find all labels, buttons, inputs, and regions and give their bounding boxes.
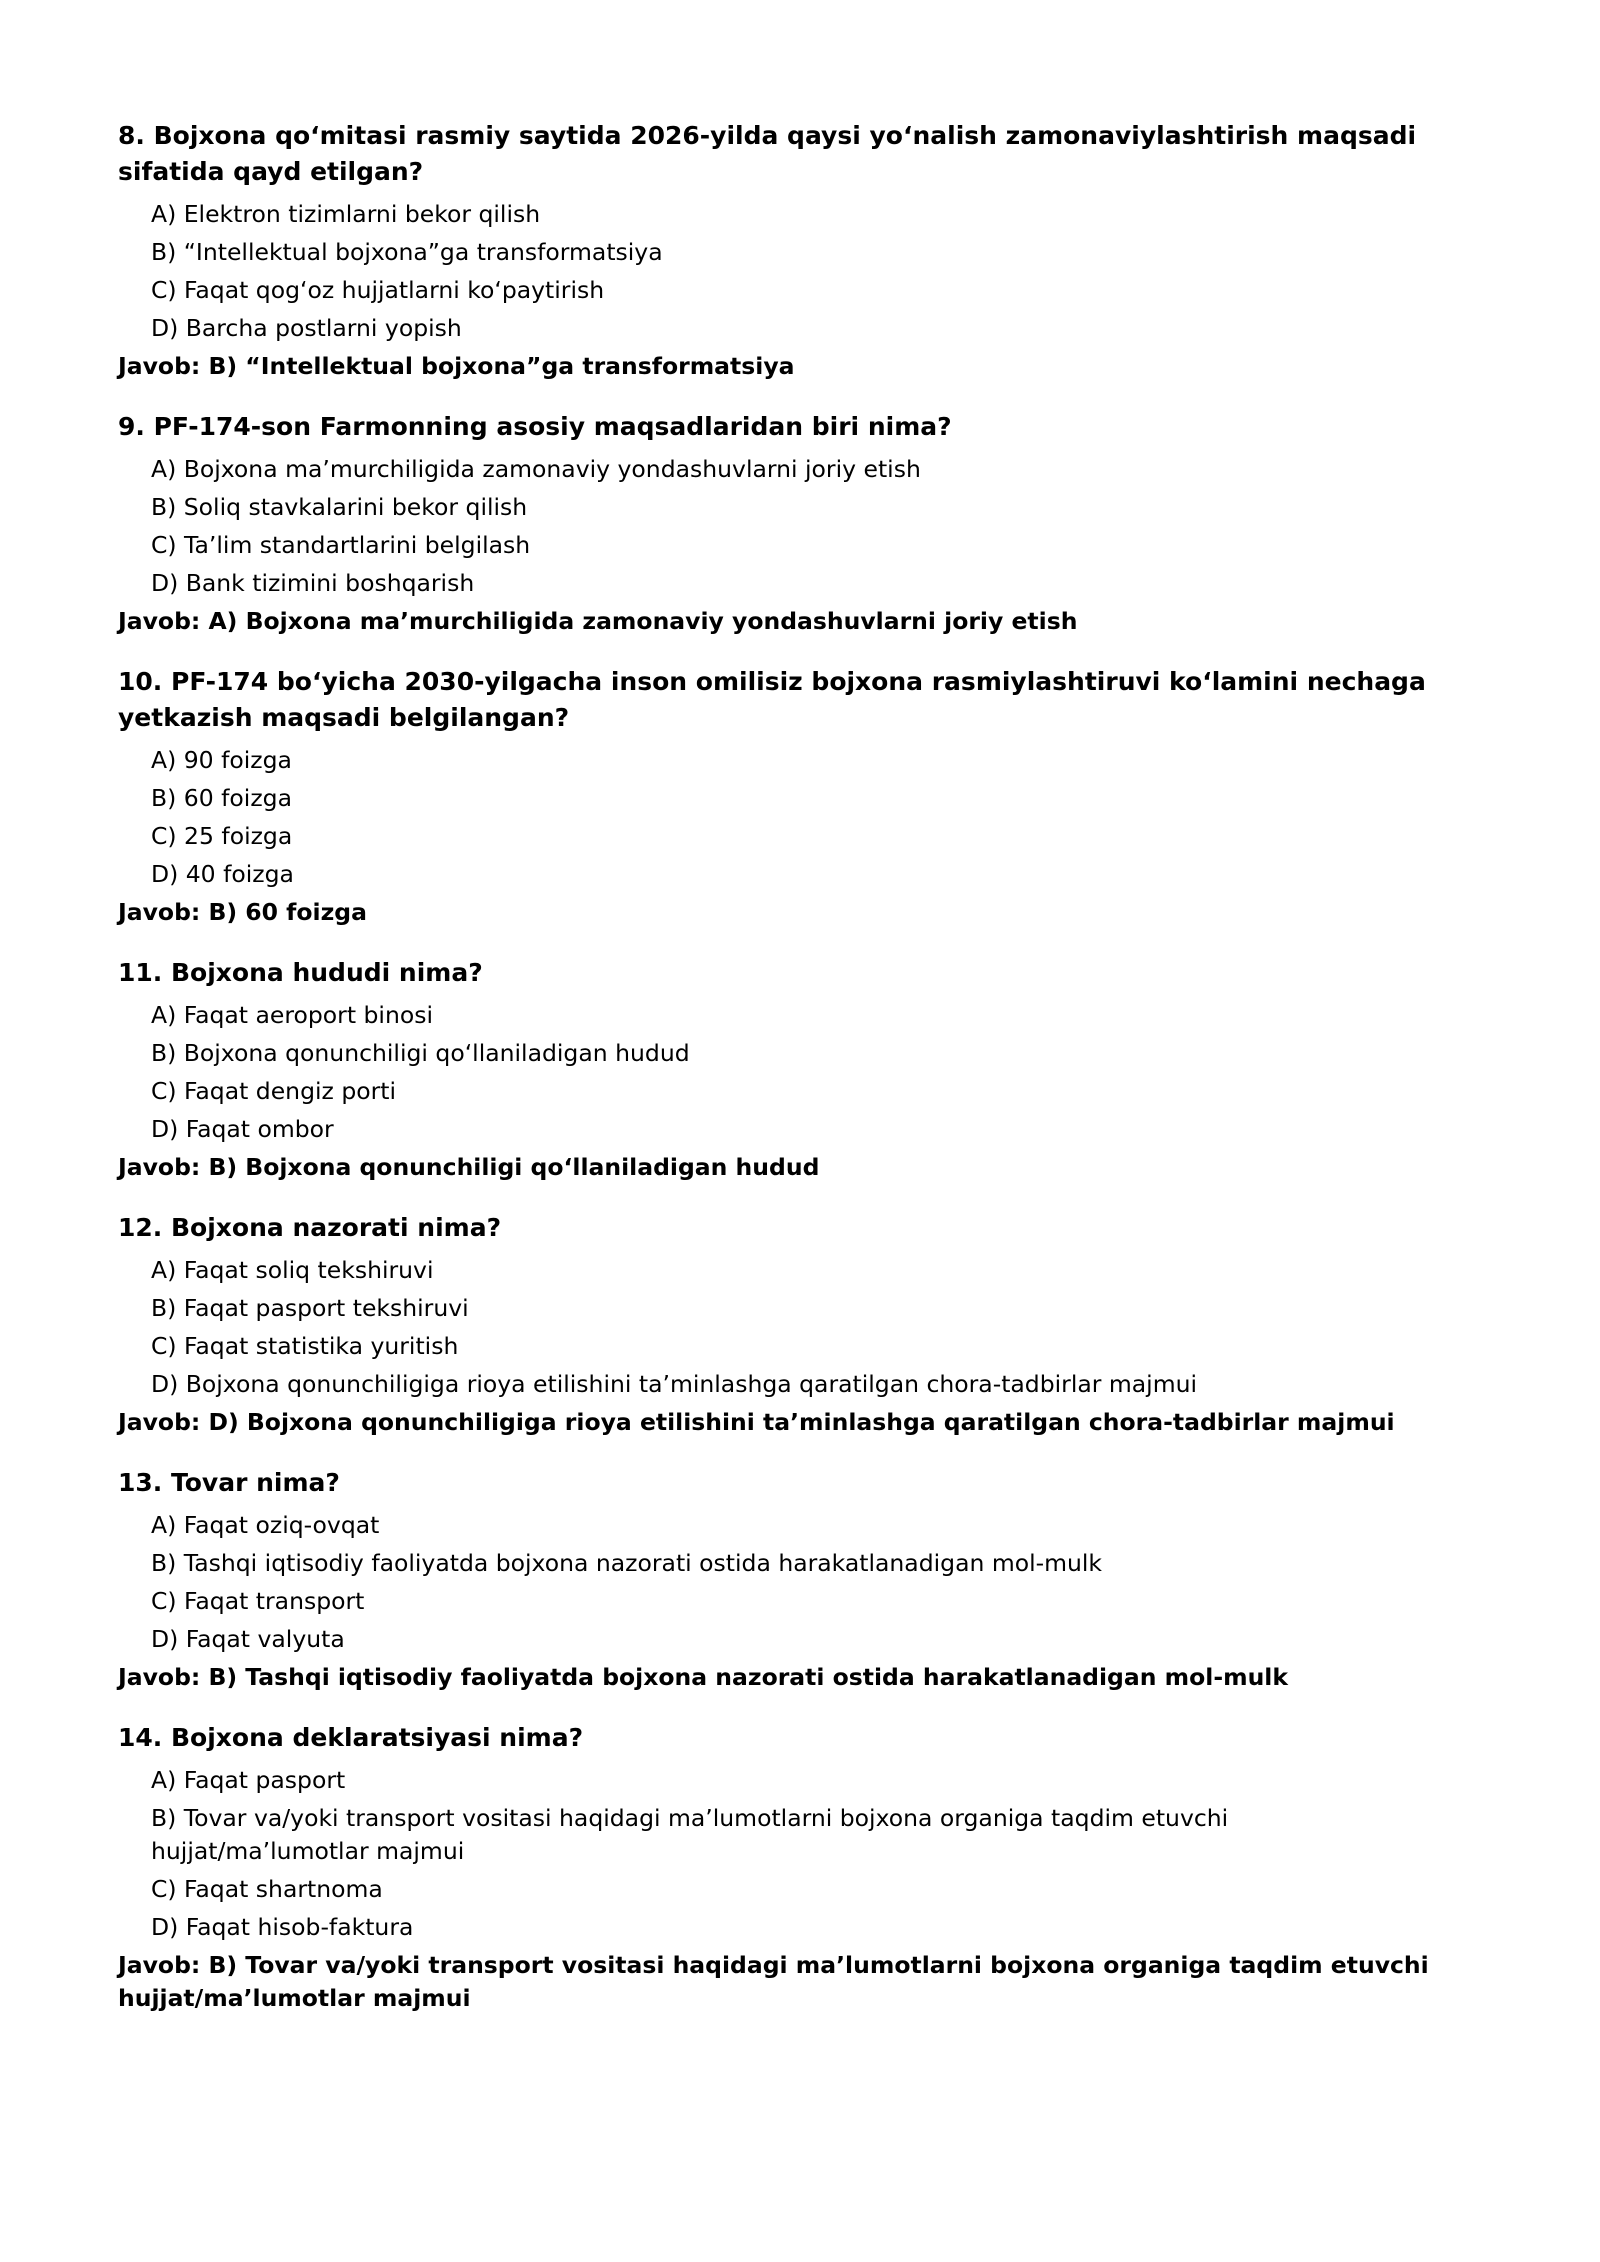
answer-line: Javob: B) Bojxona qonunchiligi qo‘llaniladigan hudud — [118, 1153, 820, 1181]
question-12 — [118, 1210, 1488, 1439]
option-b: B) Tashqi iqtisodiy faoliyatda bojxona nazorati ostida harakatlanadigan mol-mulk — [151, 1549, 1103, 1577]
document-page — [118, 118, 1488, 2041]
question-9 — [118, 409, 1488, 638]
answer-line: Javob: B) “Intellektual bojxona”ga transformatsiya — [118, 352, 795, 380]
option-b: B) 60 foizga — [151, 784, 292, 812]
answer-line: Javob: B) 60 foizga — [118, 898, 367, 926]
option-d: D) Barcha postlarni yopish — [151, 314, 462, 342]
answer-line: Javob: B) Tashqi iqtisodiy faoliyatda bojxona nazorati ostida harakatlanadigan mol-mulk — [118, 1663, 1288, 1691]
option-c: C) Faqat statistika yuritish — [151, 1332, 459, 1360]
option-a: A) Faqat oziq-ovqat — [151, 1511, 380, 1539]
option-a: A) Bojxona ma’murchiligida zamonaviy yondashuvlarni joriy etish — [151, 455, 921, 483]
question-title: 14. Bojxona deklaratsiyasi nima? — [118, 1723, 584, 1752]
options-list — [118, 1764, 1488, 1944]
options-list — [118, 1254, 1488, 1401]
option-b: B) Soliq stavkalarini bekor qilish — [151, 493, 528, 521]
option-c: C) Faqat transport — [151, 1587, 365, 1615]
option-c: C) Faqat qog‘oz hujjatlarni ko‘paytirish — [151, 276, 605, 304]
options-list — [118, 1509, 1488, 1656]
option-a: A) Faqat pasport — [151, 1766, 346, 1794]
option-a: A) Elektron tizimlarni bekor qilish — [151, 200, 541, 228]
question-title: 13. Tovar nima? — [118, 1468, 340, 1497]
option-d: D) Faqat hisob-faktura — [151, 1913, 414, 1941]
option-d: D) Bank tizimini boshqarish — [151, 569, 475, 597]
option-a: A) Faqat soliq tekshiruvi — [151, 1256, 434, 1284]
options-list — [118, 453, 1488, 600]
option-b: B) Bojxona qonunchiligi qo‘llaniladigan hudud — [151, 1039, 690, 1067]
answer-line: Javob: A) Bojxona ma’murchiligida zamonaviy yondashuvlarni joriy etish — [118, 607, 1078, 635]
option-d: D) Bojxona qonunchiligiga rioya etilishini ta’minlashga qaratilgan chora-tadbirlar majmui — [151, 1370, 1198, 1398]
option-b: B) Tovar va/yoki transport vositasi haqidagi ma’lumotlarni bojxona organiga taqdim etuvchi hujjat/ma’lumotlar majmui — [151, 1804, 1229, 1865]
option-c: C) Faqat dengiz porti — [151, 1077, 397, 1105]
question-title: 10. PF-174 bo‘yicha 2030-yilgacha inson omilisiz bojxona rasmiylashtiruvi ko‘lamini nechaga yetkazish maqsadi belgilangan? — [118, 667, 1426, 732]
question-8 — [118, 118, 1488, 383]
options-list — [118, 999, 1488, 1146]
option-b: B) “Intellektual bojxona”ga transformatsiya — [151, 238, 663, 266]
options-list — [118, 744, 1488, 891]
option-c: C) Faqat shartnoma — [151, 1875, 383, 1903]
option-d: D) Faqat ombor — [151, 1115, 334, 1143]
answer-line: Javob: D) Bojxona qonunchiligiga rioya etilishini ta’minlashga qaratilgan chora-tadbirlar majmui — [118, 1408, 1395, 1436]
option-d: D) 40 foizga — [151, 860, 294, 888]
answer-line: Javob: B) Tovar va/yoki transport vositasi haqidagi ma’lumotlarni bojxona organiga taqdim etuvchi hujjat/ma’lumotlar majmui — [118, 1951, 1429, 2012]
option-c: C) 25 foizga — [151, 822, 293, 850]
question-title: 12. Bojxona nazorati nima? — [118, 1213, 502, 1242]
options-list — [118, 198, 1488, 345]
option-b: B) Faqat pasport tekshiruvi — [151, 1294, 469, 1322]
question-title: 11. Bojxona hududi nima? — [118, 958, 483, 987]
option-c: C) Ta’lim standartlarini belgilash — [151, 531, 531, 559]
option-a: A) 90 foizga — [151, 746, 292, 774]
question-title: 9. PF-174-son Farmonning asosiy maqsadlaridan biri nima? — [118, 412, 952, 441]
question-title: 8. Bojxona qo‘mitasi rasmiy saytida 2026-yilda qaysi yo‘nalish zamonaviylashtirish maqsadi sifatida qayd etilgan? — [118, 121, 1417, 186]
question-13 — [118, 1465, 1488, 1694]
question-11 — [118, 955, 1488, 1184]
question-14 — [118, 1720, 1488, 2015]
option-d: D) Faqat valyuta — [151, 1625, 345, 1653]
option-a: A) Faqat aeroport binosi — [151, 1001, 433, 1029]
question-10 — [118, 664, 1488, 929]
